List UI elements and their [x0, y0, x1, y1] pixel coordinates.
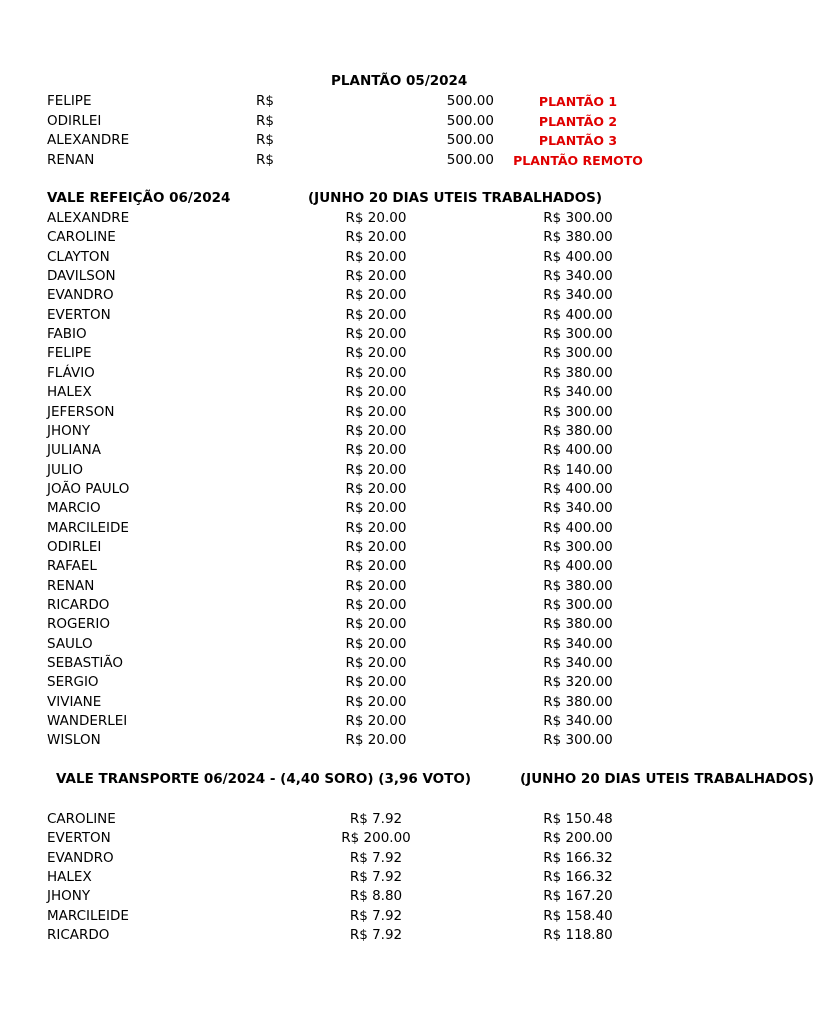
total-value: R$ 300.00	[543, 345, 613, 362]
plantao-row	[0, 112, 768, 131]
employee-name: JEFERSON	[47, 403, 115, 420]
daily-value: R$ 20.00	[345, 403, 407, 420]
plantao-value: 500.00	[446, 93, 494, 109]
table-row	[0, 248, 768, 267]
employee-name: HALEX	[47, 869, 92, 886]
employee-name: EVERTON	[47, 830, 111, 847]
refeicao-subtitle: (JUNHO 20 DIAS UTEIS TRABALHADOS)	[308, 190, 603, 206]
transporte-title: VALE TRANSPORTE 06/2024 - (4,40 SORO) (3,96 VOTO)	[56, 771, 471, 787]
table-row	[0, 499, 768, 518]
employee-name: SEBASTIÃO	[47, 655, 124, 672]
total-value: R$ 340.00	[543, 268, 613, 285]
total-value: R$ 400.00	[543, 306, 613, 323]
total-value: R$ 300.00	[543, 210, 613, 226]
daily-value: R$ 20.00	[345, 461, 407, 478]
refeicao-title: VALE REFEIÇÃO 06/2024	[47, 190, 231, 206]
daily-value: R$ 20.00	[345, 287, 407, 304]
total-value: R$ 166.32	[543, 869, 613, 886]
employee-name: WANDERLEI	[47, 713, 128, 730]
employee-name: JHONY	[47, 422, 91, 439]
daily-value: R$ 7.92	[349, 849, 403, 866]
daily-value: R$ 20.00	[345, 345, 407, 362]
plantao-value: 500.00	[446, 113, 494, 129]
total-value: R$ 300.00	[543, 538, 613, 555]
daily-value: R$ 7.92	[349, 907, 403, 924]
total-value: R$ 400.00	[543, 558, 613, 575]
employee-name: HALEX	[47, 384, 92, 401]
transporte-subtitle-clip	[520, 770, 814, 789]
table-row	[0, 209, 768, 228]
table-row	[0, 577, 768, 596]
employee-name: EVANDRO	[47, 287, 114, 304]
total-value: R$ 340.00	[543, 287, 613, 304]
daily-value: R$ 20.00	[345, 326, 407, 343]
employee-name: MARCILEIDE	[47, 907, 129, 924]
plantao-currency: R$	[256, 113, 274, 129]
employee-name: RICARDO	[47, 927, 110, 944]
total-value: R$ 140.00	[543, 461, 613, 478]
table-row	[0, 228, 768, 247]
employee-name: ALEXANDRE	[47, 210, 130, 226]
daily-value: R$ 20.00	[345, 364, 407, 381]
daily-value: R$ 20.00	[345, 229, 407, 246]
plantao-value: 500.00	[446, 152, 494, 168]
table-row	[0, 635, 768, 654]
plantao-name: ALEXANDRE	[47, 132, 130, 148]
table-row	[0, 693, 768, 712]
daily-value: R$ 20.00	[345, 538, 407, 555]
plantao-currency: R$	[256, 93, 274, 109]
daily-value: R$ 20.00	[345, 655, 407, 672]
employee-name: RICARDO	[47, 597, 110, 613]
transporte-subtitle: (JUNHO 20 DIAS UTEIS TRABALHADOS)	[520, 771, 814, 787]
daily-value: R$ 20.00	[345, 248, 407, 265]
employee-name: FELIPE	[47, 345, 92, 362]
employee-name: JULIO	[47, 461, 83, 478]
total-value: R$ 400.00	[543, 519, 613, 536]
table-row	[0, 267, 768, 286]
daily-value: R$ 20.00	[345, 268, 407, 285]
daily-value: R$ 20.00	[345, 384, 407, 401]
total-value: R$ 380.00	[543, 577, 613, 594]
total-value: R$ 380.00	[543, 229, 613, 246]
table-row	[0, 538, 768, 557]
daily-value: R$ 20.00	[345, 210, 407, 226]
total-value: R$ 167.20	[543, 888, 613, 905]
plantao-tag: PLANTÃO REMOTO	[513, 153, 643, 168]
total-value: R$ 200.00	[543, 830, 613, 847]
table-row	[0, 615, 768, 634]
total-value: R$ 300.00	[543, 732, 613, 749]
table-row	[0, 461, 768, 480]
employee-name: CAROLINE	[47, 811, 116, 827]
total-value: R$ 380.00	[543, 422, 613, 439]
daily-value: R$ 20.00	[345, 635, 407, 652]
table-row	[0, 907, 768, 926]
total-value: R$ 340.00	[543, 384, 613, 401]
total-value: R$ 340.00	[543, 500, 613, 517]
daily-value: R$ 7.92	[349, 869, 403, 886]
total-value: R$ 380.00	[543, 616, 613, 633]
employee-name: RENAN	[47, 577, 95, 594]
employee-name: CAROLINE	[47, 229, 116, 246]
employee-name: EVERTON	[47, 306, 111, 323]
total-value: R$ 340.00	[543, 635, 613, 652]
total-value: R$ 166.32	[543, 849, 613, 866]
total-value: R$ 400.00	[543, 442, 613, 459]
plantao-name: ODIRLEI	[47, 113, 102, 129]
plantao-row	[0, 151, 768, 170]
plantao-row	[0, 92, 768, 111]
employee-name: RAFAEL	[47, 558, 97, 575]
employee-name: JULIANA	[47, 442, 101, 459]
table-row	[0, 868, 768, 887]
employee-name: MARCILEIDE	[47, 519, 129, 536]
employee-name: CLAYTON	[47, 248, 110, 265]
table-row	[0, 344, 768, 363]
total-value: R$ 320.00	[543, 674, 613, 691]
plantao-currency: R$	[256, 152, 274, 168]
employee-name: WISLON	[47, 732, 101, 749]
table-row	[0, 887, 768, 906]
table-row	[0, 810, 768, 829]
daily-value: R$ 20.00	[345, 732, 407, 749]
daily-value: R$ 7.92	[349, 927, 403, 944]
table-row	[0, 673, 768, 692]
table-row	[0, 306, 768, 325]
employee-name: DAVILSON	[47, 268, 116, 285]
table-row	[0, 364, 768, 383]
employee-name: VIVIANE	[47, 693, 102, 710]
daily-value: R$ 200.00	[341, 830, 411, 847]
employee-name: JOÃO PAULO	[47, 480, 130, 497]
table-row	[0, 286, 768, 305]
daily-value: R$ 20.00	[345, 442, 407, 459]
plantao-tag: PLANTÃO 3	[538, 133, 618, 148]
daily-value: R$ 20.00	[345, 422, 407, 439]
daily-value: R$ 20.00	[345, 306, 407, 323]
plantao-value: 500.00	[446, 132, 494, 148]
total-value: R$ 400.00	[543, 248, 613, 265]
employee-name: MARCIO	[47, 500, 101, 517]
plantao-title: PLANTÃO 05/2024	[331, 73, 468, 89]
table-row	[0, 926, 768, 945]
total-value: R$ 300.00	[543, 597, 613, 613]
plantao-tag: PLANTÃO 2	[538, 114, 618, 129]
daily-value: R$ 20.00	[345, 500, 407, 517]
table-row	[0, 654, 768, 673]
total-value: R$ 340.00	[543, 655, 613, 672]
total-value: R$ 380.00	[543, 364, 613, 381]
table-row	[0, 480, 768, 499]
plantao-currency: R$	[256, 132, 274, 148]
plantao-tag: PLANTÃO 1	[538, 94, 618, 109]
table-row	[0, 325, 768, 344]
employee-name: FABIO	[47, 326, 87, 343]
table-row	[0, 849, 768, 868]
table-row	[0, 383, 768, 402]
total-value: R$ 400.00	[543, 480, 613, 497]
table-row	[0, 441, 768, 460]
plantao-name: RENAN	[47, 152, 95, 168]
employee-name: FLÁVIO	[47, 364, 95, 381]
daily-value: R$ 20.00	[345, 674, 407, 691]
plantao-name: FELIPE	[47, 93, 92, 109]
employee-name: EVANDRO	[47, 849, 114, 866]
employee-name: SAULO	[47, 635, 93, 652]
total-value: R$ 158.40	[543, 907, 613, 924]
table-row	[0, 829, 768, 848]
daily-value: R$ 20.00	[345, 693, 407, 710]
total-value: R$ 300.00	[543, 326, 613, 343]
total-value: R$ 340.00	[543, 713, 613, 730]
employee-name: JHONY	[47, 888, 91, 905]
table-row	[0, 731, 768, 750]
table-row	[0, 519, 768, 538]
employee-name: ODIRLEI	[47, 538, 102, 555]
daily-value: R$ 20.00	[345, 577, 407, 594]
table-row	[0, 596, 768, 615]
table-row	[0, 403, 768, 422]
total-value: R$ 380.00	[543, 693, 613, 710]
daily-value: R$ 20.00	[345, 713, 407, 730]
employee-name: SERGIO	[47, 674, 99, 691]
table-row	[0, 422, 768, 441]
daily-value: R$ 20.00	[345, 519, 407, 536]
total-value: R$ 118.80	[543, 927, 613, 944]
table-row	[0, 712, 768, 731]
total-value: R$ 300.00	[543, 403, 613, 420]
daily-value: R$ 20.00	[345, 480, 407, 497]
table-row	[0, 557, 768, 576]
daily-value: R$ 20.00	[345, 616, 407, 633]
plantao-row	[0, 131, 768, 150]
daily-value: R$ 20.00	[345, 597, 407, 613]
daily-value: R$ 20.00	[345, 558, 407, 575]
daily-value: R$ 8.80	[349, 888, 403, 905]
employee-name: ROGERIO	[47, 616, 110, 633]
total-value: R$ 150.48	[543, 811, 613, 827]
daily-value: R$ 7.92	[349, 811, 403, 827]
